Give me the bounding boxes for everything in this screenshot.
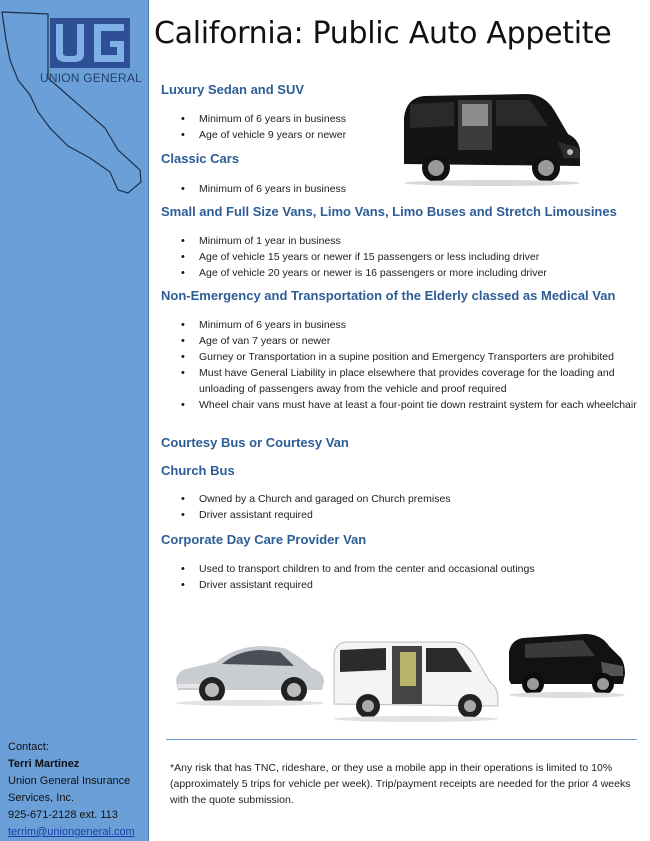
- section-vans-limos: [161, 204, 639, 281]
- contact-name: Terri Martinez: [8, 758, 80, 770]
- bullet-list: [181, 561, 639, 593]
- black-suv-image: [505, 628, 627, 698]
- section-medical-van: [161, 288, 639, 413]
- section-heading: Classic Cars: [161, 151, 240, 166]
- section-church-bus: [161, 463, 639, 523]
- section-heading: Courtesy Bus or Courtesy Van: [161, 435, 349, 450]
- silver-sedan-image: [172, 634, 326, 706]
- list-item: • Age of van 7 years or newer: [181, 333, 639, 349]
- list-item: • Minimum of 6 years in business: [181, 111, 396, 127]
- list-item: • Wheel chair vans must have at least a four-point tie down restraint system for each wheelchair: [181, 397, 639, 413]
- section-heading: Church Bus: [161, 463, 235, 478]
- list-item: • Minimum of 6 years in business: [181, 317, 639, 333]
- section-heading: Small and Full Size Vans, Limo Vans, Limo Buses and Stretch Limousines: [161, 204, 617, 219]
- contact-label: Contact:: [8, 741, 49, 753]
- section-heading: Non-Emergency and Transportation of the Elderly classed as Medical Van: [161, 288, 616, 303]
- page-title: California: Public Auto Appetite: [154, 16, 612, 51]
- divider: [166, 739, 637, 740]
- list-item: • Driver assistant required: [181, 507, 639, 523]
- bullet-list: [181, 111, 396, 143]
- list-item: • Age of vehicle 9 years or newer: [181, 127, 396, 143]
- contact-block: [8, 739, 148, 841]
- section-luxury-sedan: [161, 82, 396, 143]
- white-shuttle-van-image: [330, 638, 500, 722]
- black-passenger-van-image: [398, 86, 584, 186]
- logo-wordmark: UNION GENERAL: [40, 71, 142, 85]
- bullet-list: [181, 233, 639, 281]
- list-item: • Gurney or Transportation in a supine position and Emergency Transporters are prohibited: [181, 349, 639, 365]
- bullet-list: [181, 491, 639, 523]
- list-item: • Used to transport children to and from the center and occasional outings: [181, 561, 639, 577]
- contact-email-link[interactable]: terrim@uniongeneral.com: [8, 826, 135, 838]
- contact-phone: 925-671-2128 ext. 113: [8, 809, 118, 821]
- section-heading: Corporate Day Care Provider Van: [161, 532, 367, 547]
- section-day-care-van: [161, 532, 639, 593]
- list-item: • Age of vehicle 15 years or newer if 15 passengers or less including driver: [181, 249, 639, 265]
- section-courtesy-bus: [161, 435, 639, 451]
- list-item: • Minimum of 1 year in business: [181, 233, 639, 249]
- bullet-list: [181, 181, 396, 197]
- list-item: • Minimum of 6 years in business: [181, 181, 396, 197]
- list-item: • Driver assistant required: [181, 577, 639, 593]
- list-item: • Must have General Liability in place elsewhere that provides coverage for the loading and unloading of passengers away from the vehicle and proof required: [181, 365, 639, 397]
- union-general-logo: [50, 18, 130, 68]
- list-item: • Owned by a Church and garaged on Church premises: [181, 491, 639, 507]
- section-heading: Luxury Sedan and SUV: [161, 82, 305, 97]
- bullet-list: [181, 317, 639, 413]
- section-classic-cars: [161, 151, 396, 197]
- list-item: • Age of vehicle 20 years or newer is 16 passengers or more including driver: [181, 265, 639, 281]
- contact-company: Union General Insurance Services, Inc.: [8, 775, 131, 804]
- sidebar: [0, 0, 149, 841]
- footnote: *Any risk that has TNC, rideshare, or they use a mobile app in their operations is limited to 10% (approximately 5 trips for vehicle per week). Trip/payment receipts are needed for the prior 4 weeks with the quote submission.: [170, 762, 631, 806]
